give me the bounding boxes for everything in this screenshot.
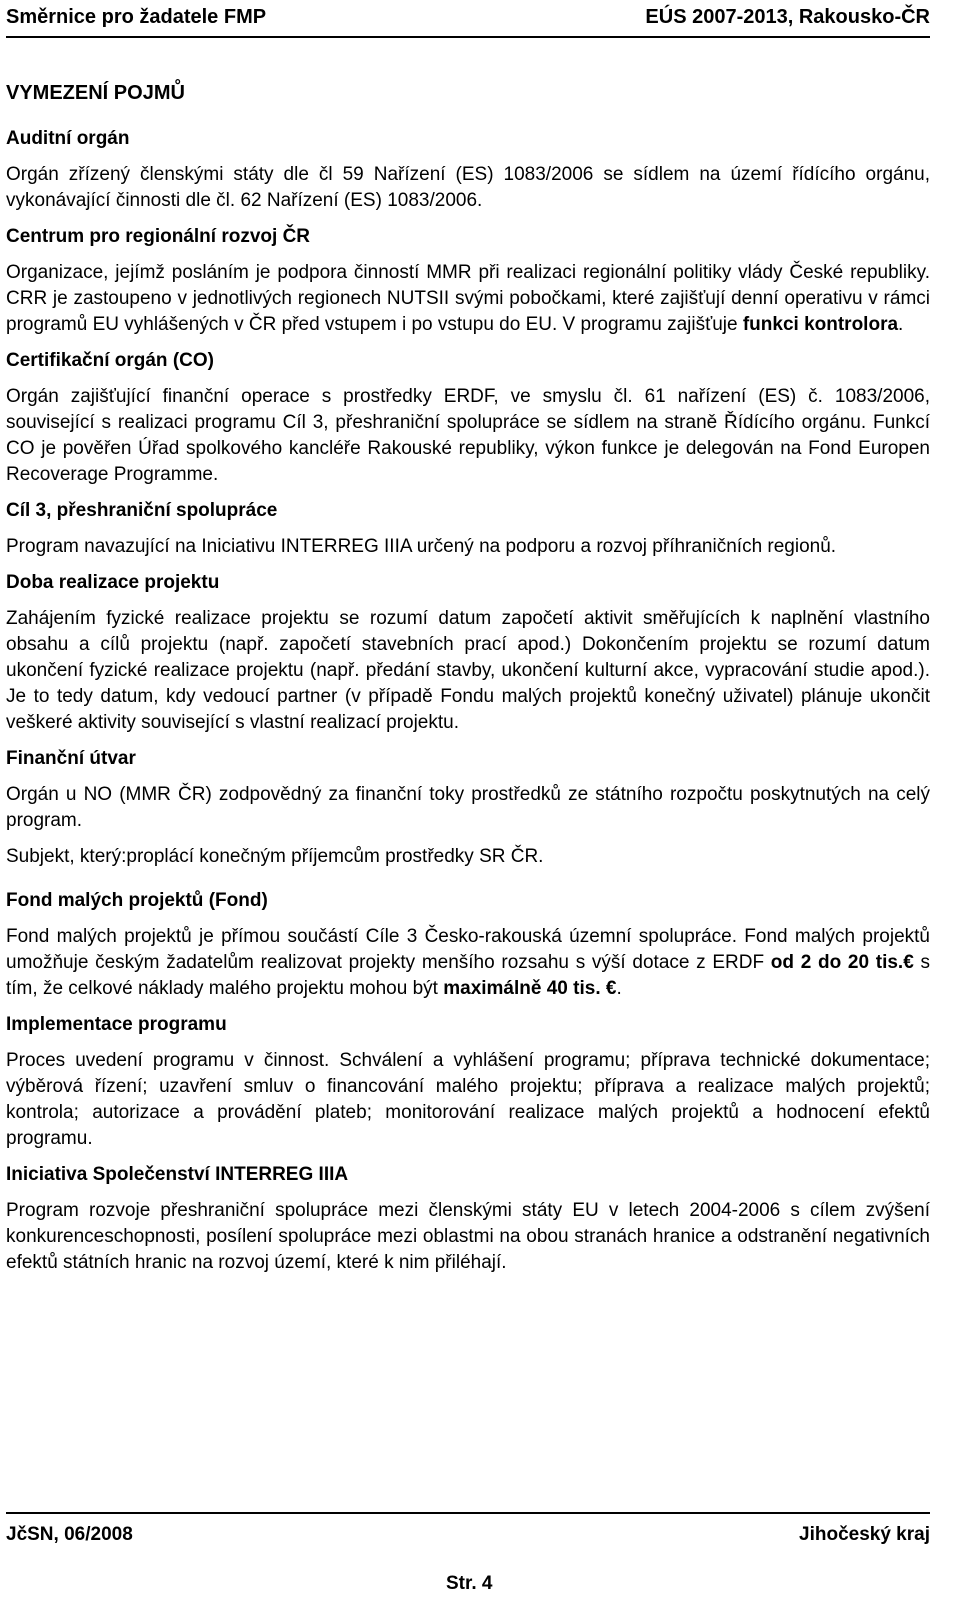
section-heading-crr: Centrum pro regionální rozvoj ČR [6, 226, 311, 247]
section-text-audit-authority: Orgán zřízený členskými státy dle čl 59 Nařízení (ES) 1083/2006 se sídlem na území řídícího orgánu, vykonávající činnosti dle čl. 62 Nařízení (ES) 1083/2006. [6, 164, 930, 211]
page-number: Str. 4 [446, 1573, 493, 1594]
section-text-interreg: Program rozvoje přeshraniční spolupráce mezi členskými státy EU v letech 2004-2006 s cílem zvýšení konkurenceschopnosti, posílení spolupráce mezi oblastmi na obou stranách hranice a odstranění negativních efektů státních hranic na rozvoj území, které k nim přiléhají. [6, 1200, 930, 1273]
section-heading-interreg: Iniciativa Společenství INTERREG IIIA [6, 1164, 349, 1185]
header-document-title: Směrnice pro žadatele FMP [6, 6, 267, 28]
fund-text-part-1: Fond malých projektů je přímou součástí Cíle 3 Česko-rakouská územní spolupráce. Fond malých projektů umožňuje českým žadatelům realizovat projekty menšího rozsahu s výší dotace z ERDF [6, 926, 930, 973]
section-text-project-duration: Zahájením fyzické realizace projektu se rozumí datum započetí aktivit směřujících k naplnění vlastního obsahu a cílů projektu (např. započetí stavebních prací apod.) Dokončením projektu se rozumí datum ukončení fyzické realizace projektu (např. předání stavby, ukončení kulturní akce, vypracování studie apod.). Je to tedy datum, kdy vedoucí partner (v případě Fondu malých projektů konečný uživatel) plánuje ukončit veškeré aktivity související s vlastní realizací projektu. [6, 608, 930, 733]
section-heading-objective-3: Cíl 3, přeshraniční spolupráce [6, 500, 278, 521]
section-text-crr [6, 260, 930, 338]
section-heading-small-project-fund: Fond malých projektů (Fond) [6, 890, 268, 911]
section-heading-certifying-authority: Certifikační orgán (CO) [6, 350, 214, 371]
section-text-finance-unit-1: Orgán u NO (MMR ČR) zodpovědný za finanční toky prostředků ze státního rozpočtu poskytnutých na celý program. [6, 784, 930, 831]
header-program-title: EÚS 2007-2013, Rakousko-ČR [645, 6, 930, 28]
page-title: VYMEZENÍ POJMŮ [6, 82, 185, 104]
footer-region: Jihočeský kraj [799, 1524, 930, 1545]
fund-text-bold-1: od 2 do 20 tis.€ [770, 952, 914, 973]
section-heading-audit-authority: Auditní orgán [6, 128, 130, 149]
page-header [6, 4, 930, 38]
fund-text-end: . [616, 978, 622, 999]
section-text-certifying-authority: Orgán zajišťující finanční operace s prostředky ERDF, ve smyslu čl. 61 nařízení (ES) č. 1083/2006, související s realizaci programu Cíl 3, přeshraniční spolupráce se sídlem na straně Řídícího orgánu. Funkcí CO je pověřen Úřad spolkového kancléře Rakouské republiky, výkon funkce je delegován na Fond Europen Recoverage Programme. [6, 386, 930, 485]
section-heading-implementation: Implementace programu [6, 1014, 227, 1035]
crr-text-part: Organizace, jejímž posláním je podpora činností MMR při realizaci regionální politiky vlády České republiky. CRR je zastoupeno v jednotlivých regionech NUTSII svými pobočkami, které zajišťují denní operativu v rámci programů EU vyhlášených v ČR před vstupem i po vstupu do EU. V programu zajišťuje [6, 262, 930, 335]
document-body [6, 80, 930, 1286]
footer-reference: JčSN, 06/2008 [6, 1524, 133, 1545]
section-text-implementation: Proces uvedení programu v činnost. Schválení a vyhlášení programu; příprava technické dokumentace; výběrová řízení; uzavření smluv o financování malého projektu; příprava a realizace malých projektů; kontrola; autorizace a provádění plateb; monitorování realizace malých projektů a hodnocení efektů programu. [6, 1050, 930, 1149]
section-text-finance-unit-2: Subjekt, který:proplácí konečným příjemcům prostředky SR ČR. [6, 846, 544, 867]
section-heading-finance-unit: Finanční útvar [6, 748, 136, 769]
section-heading-project-duration: Doba realizace projektu [6, 572, 220, 593]
crr-text-bold: funkci kontrolora [742, 314, 899, 335]
fund-text-bold-2: maximálně 40 tis. € [443, 978, 617, 999]
fund-text-part-2: s tím, že celkové náklady malého projektu mohou být [6, 952, 930, 999]
page-footer [6, 1512, 930, 1550]
crr-text-end: . [898, 314, 904, 335]
section-text-small-project-fund [6, 924, 930, 1002]
section-text-objective-3: Program navazující na Iniciativu INTERREG IIIA určený na podporu a rozvoj příhraničních regionů. [6, 536, 837, 557]
